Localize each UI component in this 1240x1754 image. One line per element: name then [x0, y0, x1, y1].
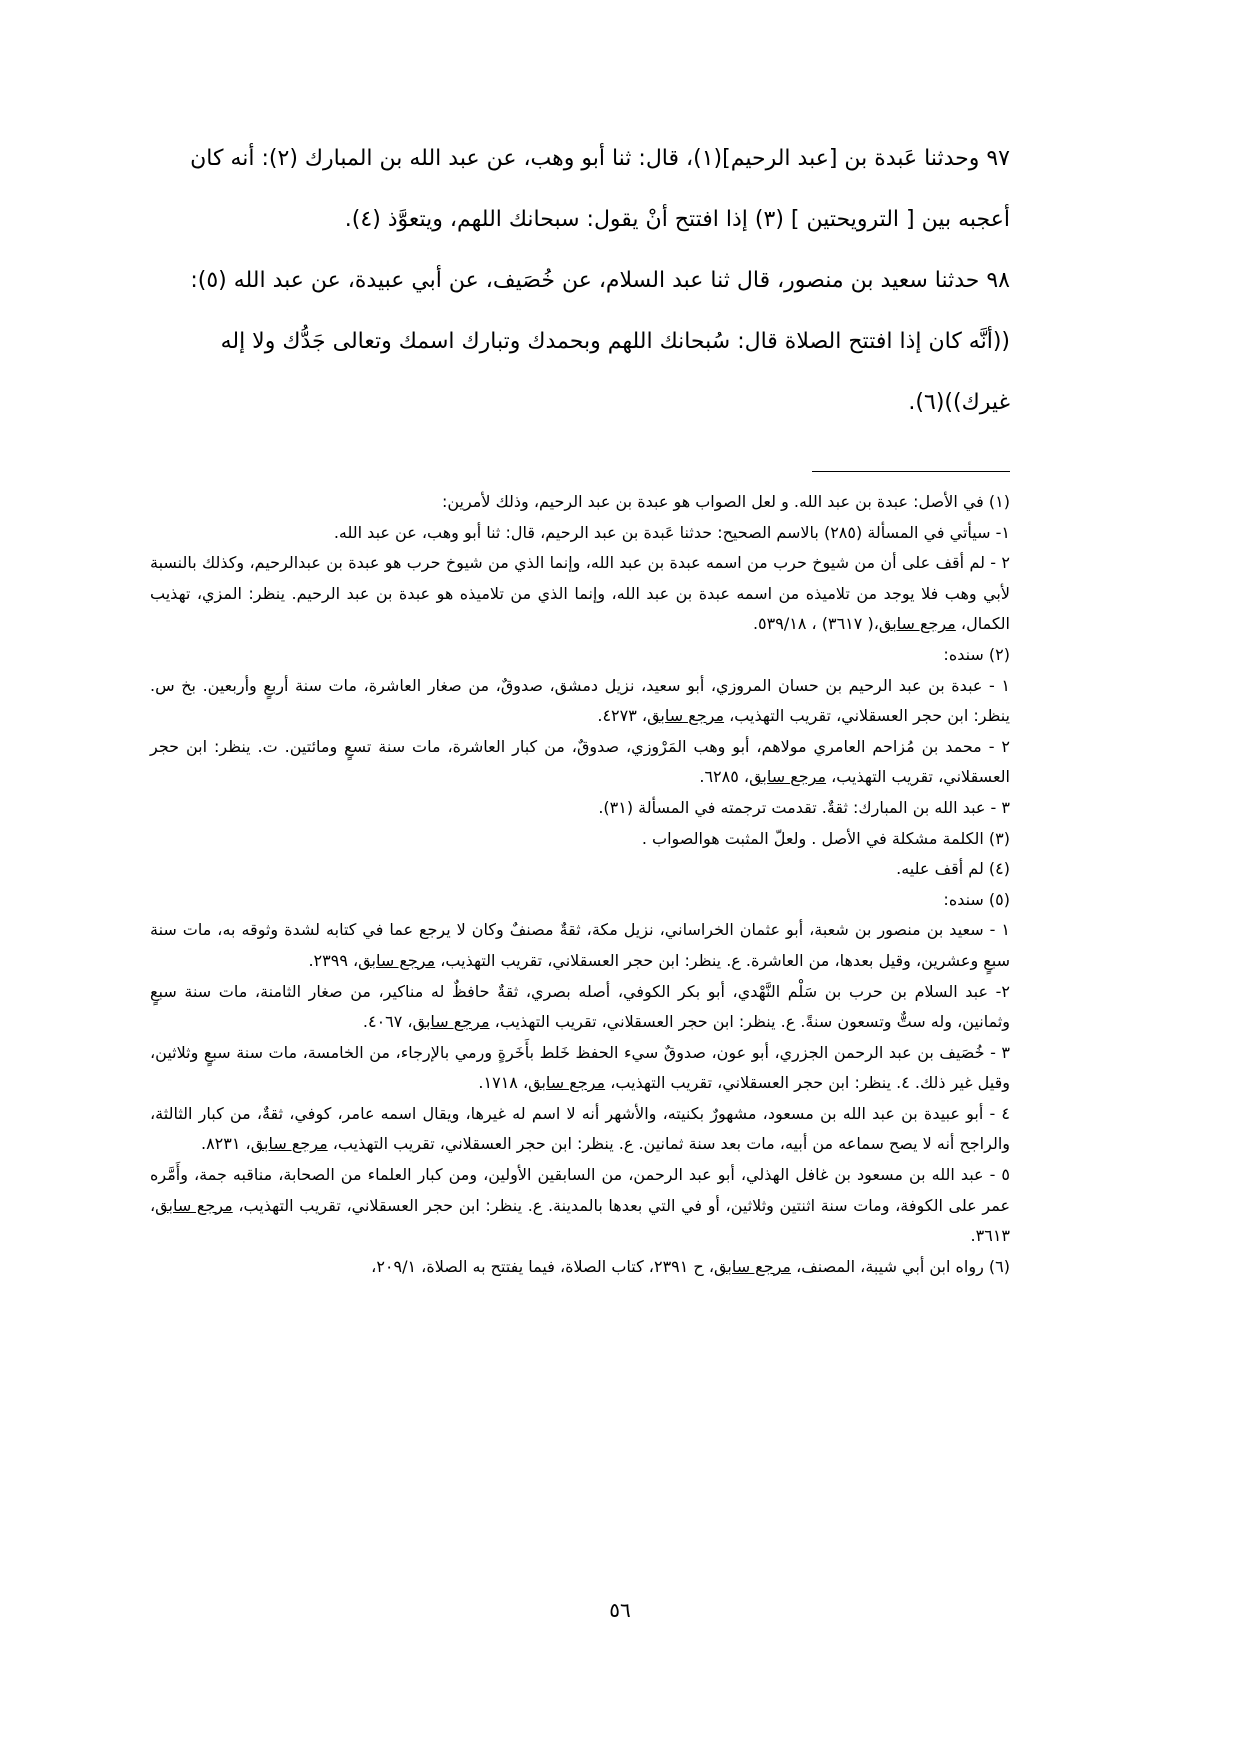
footnote-5: (٥) سنده:	[943, 889, 1010, 909]
footnote-text-end: ، ٣٦١٣.	[150, 1195, 1010, 1246]
reference-link: مرجع سابق	[528, 1073, 606, 1093]
footnote-text-end: ، ٢٣٩٩.	[308, 950, 359, 970]
main-line-98a: ٩٨ حدثنا سعيد بن منصور، قال ثنا عبد السلام، عن خُصَيف، عن أبي عبيدة، عن عبد الله (٥):	[190, 268, 1010, 293]
footnote-2-point-3: ٣ - عبد الله بن المبارك: ثقةٌ. تقدمت ترجمته في المسألة (٣١).	[598, 797, 1010, 817]
footnote-text: ٢ - لم أقف على أن من شيوخ حرب من اسمه عبدة بن عبد الله، وإنما الذي من شيوخ حرب هو عبدة بن عبدالرحيم، وكذلك بالنسبة لأبي وهب فلا يوجد من تلاميذه من اسمه عبدة بن عبد الله، وإنما الذي من تلاميذه هو عبدة بن عبد الرحيم. ينظر: المزي، تهذيب الكمال،	[150, 553, 1010, 634]
footnote-2: (٢) سنده:	[943, 644, 1010, 664]
footnote-text: (٦) رواه ابن أبي شيبة، المصنف،	[796, 1256, 1010, 1276]
footnote-text-end: ، ح ٢٣٩١، كتاب الصلاة، فيما يفتتح به الصلاة، ٢٠٩/١،	[371, 1256, 715, 1276]
main-line-98b: ((أنَّه كان إذا افتتح الصلاة قال: سُبحانك اللهم وبحمدك وتبارك اسمك وتعالى جَدُّك ولا إله	[220, 329, 1010, 354]
footnote-text: ١ - سعيد بن منصور بن شعبة، أبو عثمان الخراساني، نزيل مكة، ثقةٌ مصنفٌ وكان لا يرجع عما في كتابه لشدة وثوقه به، مات سنة سبعٍ وعشرين، وقيل بعدها، من العاشرة. ع. ينظر: ابن حجر العسقلاني، تقريب التهذيب،	[150, 920, 1010, 970]
reference-link: مرجع سابق	[647, 706, 725, 726]
reference-link: مرجع سابق	[412, 1012, 490, 1032]
footnote-text: ٣ - خُصَيف بن عبد الرحمن الجزري، أبو عون، صدوقٌ سيء الحفظ خَلط بأَخَرةٍ ورمي بالإرجاء، من الخامسة، مات سنة سبعٍ وثلاثين، وقيل غير ذلك. ٤. ينظر: ابن حجر العسقلاني، تقريب التهذيب،	[150, 1042, 1010, 1093]
footnote-5-point-2	[150, 977, 1010, 1038]
reference-link: مرجع سابق	[714, 1256, 791, 1276]
footnote-1: (١) في الأصل: عبدة بن عبد الله. و لعل الصواب هو عبدة بن عبد الرحيم، وذلك لأمرين:	[441, 492, 1010, 511]
footnote-text: ٤ - أبو عبيدة بن عبد الله بن مسعود، مشهورٌ بكنيته، والأشهر أنه لا اسم له غيرها، ويقال اسمه عامر، كوفي، ثقةٌ، من كبار الثالثة، والراجح أنه لا يصح سماعه من أبيه، مات بعد سنة ثمانين. ع. ينظر: ابن حجر العسقلاني، تقريب التهذيب،	[150, 1103, 1010, 1154]
footnote-5-point-3	[150, 1038, 1010, 1099]
footnote-divider	[812, 471, 1010, 472]
footnote-4: (٤) لم أقف عليه.	[896, 859, 1010, 879]
main-line-98c: غيرك))(٦).	[908, 390, 1010, 415]
footnote-6	[150, 1252, 1010, 1283]
footnote-text: ١ - عبدة بن عبد الرحيم بن حسان المروزي، أبو سعيد، نزيل دمشق، صدوقٌ، من صغار العاشرة، مات سنة أربعٍ وأربعين. بخ س. ينظر: ابن حجر العسقلاني، تقريب التهذيب،	[150, 675, 1010, 726]
main-line-97b: أعجبه بين [ الترويحتين ] (٣) إذا افتتح أنْ يقول: سبحانك اللهم، ويتعوَّذ (٤).	[344, 207, 1010, 232]
page-number: ٥٦	[609, 1598, 631, 1622]
footnote-text-end: ، ٤٠٦٧.	[362, 1012, 413, 1032]
footnote-5-point-4	[150, 1099, 1010, 1160]
footnote-text-end: ،( ٣٦١٧) ، ٥٣٩/١٨.	[752, 614, 879, 634]
footnote-3: (٣) الكلمة مشكلة في الأصل . ولعلّ المثبت هوالصواب .	[641, 828, 1010, 848]
footnote-text-end: ، ٦٢٨٥.	[699, 767, 750, 787]
footnotes	[150, 487, 1010, 1282]
footnote-text: ٥ - عبد الله بن مسعود بن غافل الهذلي، أبو عبد الرحمن، من السابقين الأولين، ومن كبار العلماء من الصحابة، مناقبه جمة، وأَمَّره عمر على الكوفة، ومات سنة اثنتين وثلاثين، أو في التي بعدها بالمدينة. ع. ينظر: ابن حجر العسقلاني، تقريب التهذيب،	[150, 1165, 1010, 1215]
footnote-text: ٢- عبد السلام بن حرب بن سَلْم النَّهْدي، أبو بكر الكوفي، أصله بصري، ثقةٌ حافظٌ له مناكير، من صغار الثامنة، مات سنة سبعٍ وثمانين، وله ستٌّ وتسعون سنةً. ع. ينظر: ابن حجر العسقلاني، تقريب التهذيب،	[150, 981, 1010, 1032]
reference-link: مرجع سابق	[749, 767, 827, 787]
footnote-text-end: ، ٤٢٧٣.	[597, 706, 648, 726]
footnote-5-point-1	[150, 915, 1010, 976]
footnote-text-end: ، ٨٢٣١.	[200, 1134, 251, 1154]
footnote-1-point-1: ١- سيأتي في المسألة (٢٨٥) بالاسم الصحيح: حدثنا عَبدة بن عبد الرحيم، قال: ثنا أبو وهب، عن عبد الله.	[333, 522, 1010, 542]
footnote-1-point-2	[150, 548, 1010, 640]
main-text	[150, 128, 1010, 433]
main-line-97a: ٩٧ وحدثنا عَبدة بن [عبد الرحيم](١)، قال: ثنا أبو وهب، عن عبد الله بن المبارك (٢): أنه كان	[190, 146, 1010, 171]
footnote-text: ٢ - محمد بن مُزاحم العامري مولاهم، أبو وهب المَرْوزي، صدوقٌ، من كبار العاشرة، مات سنة تسعٍ ومائتين. ت. ينظر: ابن حجر العسقلاني، تقريب التهذيب،	[150, 736, 1010, 787]
reference-link: مرجع سابق	[250, 1134, 328, 1154]
reference-link: مرجع سابق	[358, 950, 436, 970]
reference-link: مرجع سابق	[878, 614, 956, 634]
reference-link: مرجع سابق	[155, 1195, 233, 1215]
footnote-2-point-2	[150, 732, 1010, 793]
footnote-2-point-1	[150, 671, 1010, 732]
footnote-5-point-5	[150, 1160, 1010, 1252]
footnote-text-end: ، ١٧١٨.	[478, 1073, 529, 1093]
